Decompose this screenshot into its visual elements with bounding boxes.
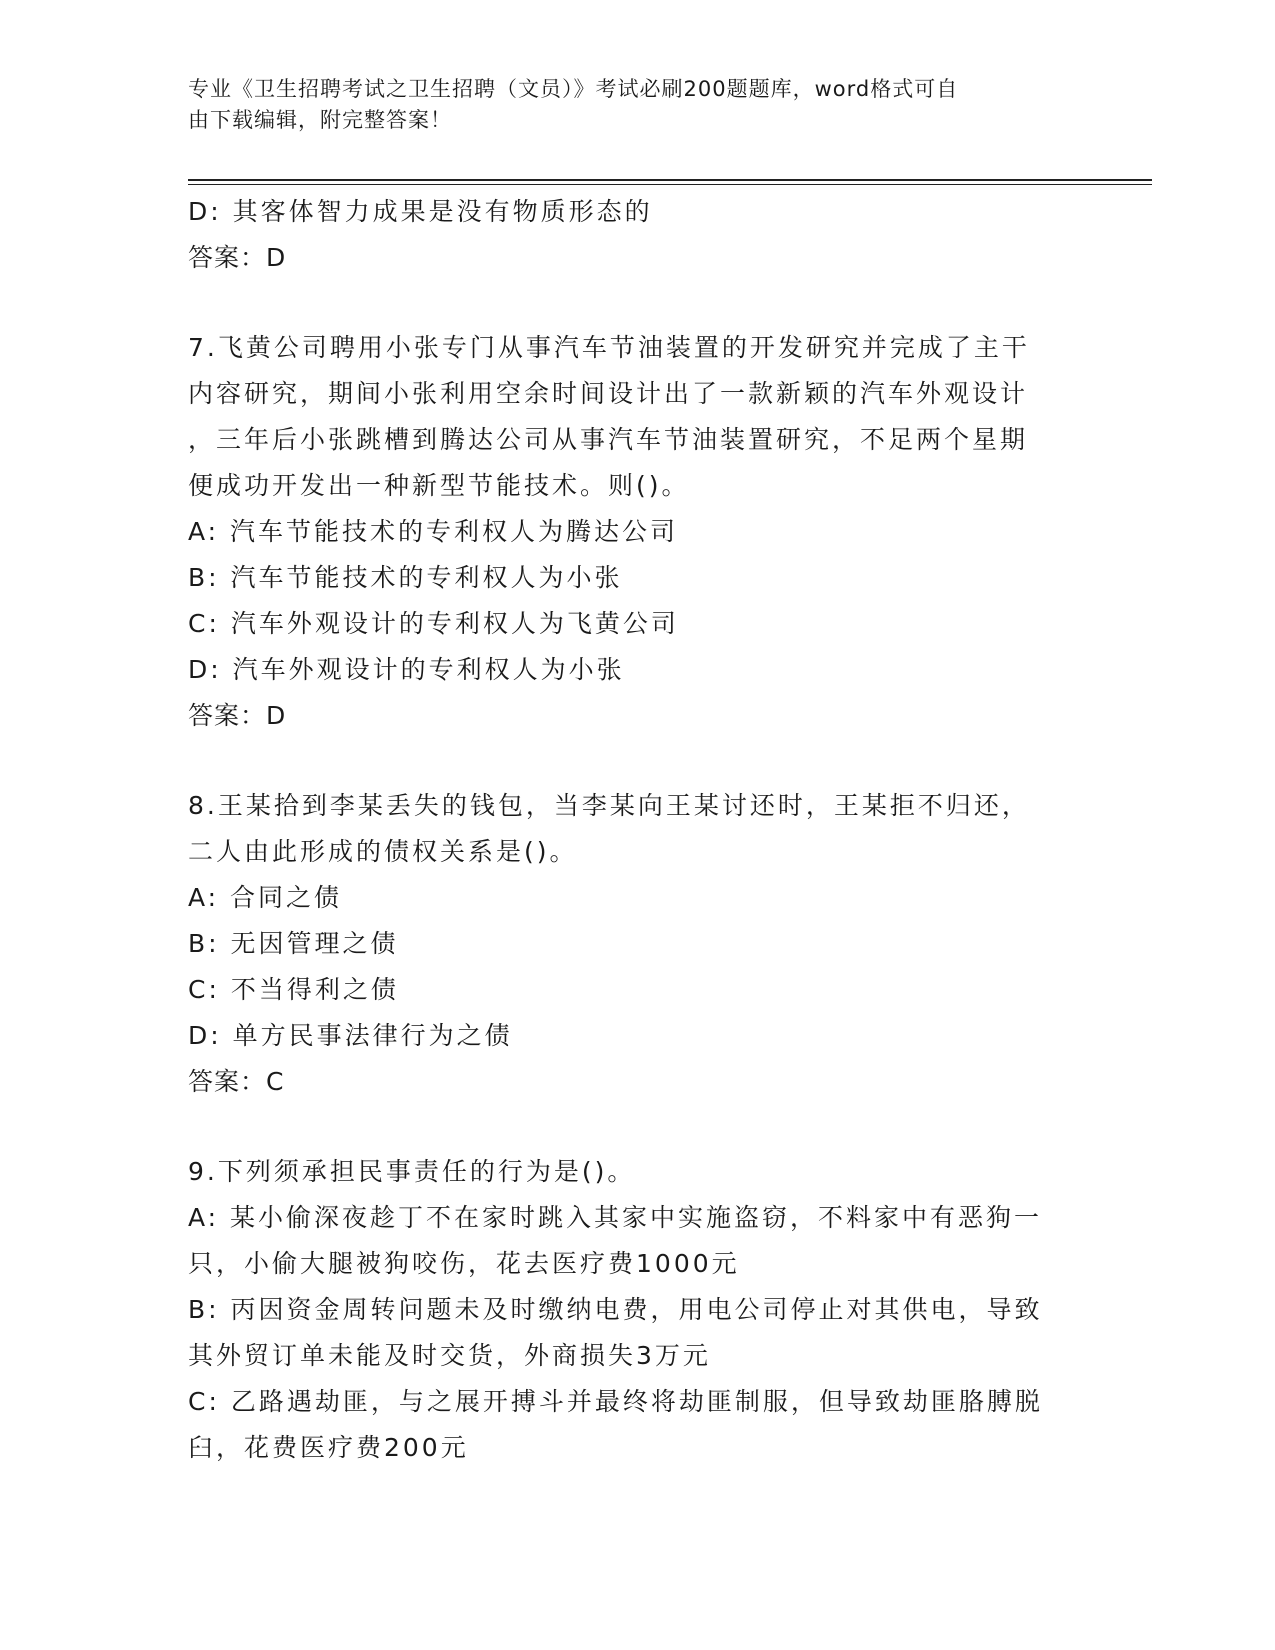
- header-line-1: 专业《卫生招聘考试之卫生招聘（文员）》考试必刷200题题库，word格式可自: [188, 77, 959, 101]
- header-divider-thick: [188, 179, 1152, 181]
- question-9-option-c-cont: 臼，花费医疗费200元: [188, 1433, 469, 1462]
- question-7-option-a: A: 汽车节能技术的专利权人为腾达公司: [188, 517, 679, 546]
- question-7-stem-line: 内容研究，期间小张利用空余时间设计出了一款新颖的汽车外观设计: [188, 379, 1029, 408]
- question-9-option-b-cont: 其外贸订单未能及时交货，外商损失3万元: [188, 1341, 711, 1370]
- question-8-option-b: B: 无因管理之债: [188, 929, 399, 958]
- question-7-stem-line: ，三年后小张跳槽到腾达公司从事汽车节油装置研究，不足两个星期: [188, 425, 1029, 454]
- question-content: [188, 189, 1088, 1471]
- question-7-stem-line: 便成功开发出一种新型节能技术。则()。: [188, 471, 690, 500]
- question-7-answer: 答案：D: [188, 701, 287, 730]
- question-7-stem-line: 7.飞黄公司聘用小张专门从事汽车节油装置的开发研究并完成了主干: [188, 333, 1030, 362]
- question-7-option-c: C: 汽车外观设计的专利权人为飞黄公司: [188, 609, 679, 638]
- question-7-option-b: B: 汽车节能技术的专利权人为小张: [188, 563, 623, 592]
- spacer: [188, 739, 1088, 783]
- question-8-option-d: D: 单方民事法律行为之债: [188, 1021, 513, 1050]
- header-divider-thin: [188, 184, 1152, 185]
- question-8-option-a: A: 合同之债: [188, 883, 343, 912]
- question-9-option-a-cont: 只，小偷大腿被狗咬伤，花去医疗费1000元: [188, 1249, 740, 1278]
- question-9: [188, 1149, 1088, 1471]
- question-9-stem-line: 9.下列须承担民事责任的行为是()。: [188, 1157, 636, 1186]
- question-8-stem-line: 8.王某拾到李某丢失的钱包，当李某向王某讨还时，王某拒不归还，: [188, 791, 1030, 820]
- question-7-option-d: D: 汽车外观设计的专利权人为小张: [188, 655, 625, 684]
- prev-answer: 答案：D: [188, 243, 287, 272]
- question-8-option-c: C: 不当得利之债: [188, 975, 399, 1004]
- prev-option-d: D: 其客体智力成果是没有物质形态的: [188, 197, 653, 226]
- question-7: [188, 325, 1088, 739]
- header-line-2: 由下载编辑，附完整答案！: [188, 108, 452, 132]
- document-header: [188, 74, 1068, 136]
- spacer: [188, 281, 1088, 325]
- spacer: [188, 1105, 1088, 1149]
- question-9-option-b: B: 丙因资金周转问题未及时缴纳电费，用电公司停止对其供电，导致: [188, 1295, 1043, 1324]
- question-8: [188, 783, 1088, 1105]
- question-9-option-c: C: 乙路遇劫匪，与之展开搏斗并最终将劫匪制服，但导致劫匪胳膊脱: [188, 1387, 1043, 1416]
- question-8-stem-line: 二人由此形成的债权关系是()。: [188, 837, 578, 866]
- question-9-option-a: A: 某小偷深夜趁丁不在家时跳入其家中实施盗窃，不料家中有恶狗一: [188, 1203, 1043, 1232]
- question-8-answer: 答案：C: [188, 1067, 285, 1096]
